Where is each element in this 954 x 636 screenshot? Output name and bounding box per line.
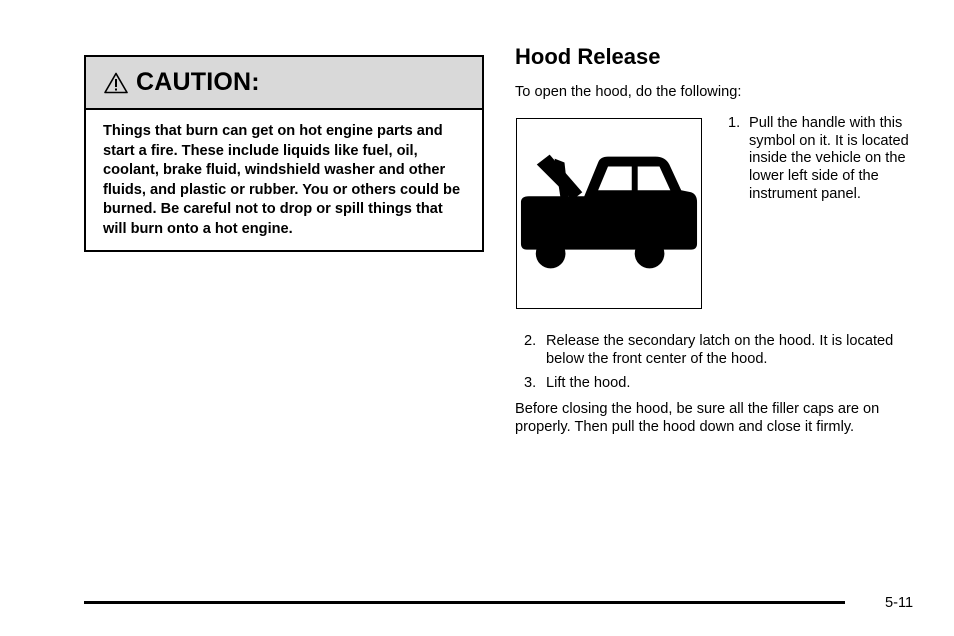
closing-paragraph: Before closing the hood, be sure all the filler caps are on properly. Then pull the hood down and close it firmly. bbox=[515, 401, 880, 435]
caution-box bbox=[84, 55, 484, 252]
caution-title: CAUTION: bbox=[136, 68, 260, 96]
hood-open-car-icon bbox=[517, 119, 701, 308]
hood-release-figure bbox=[516, 118, 702, 309]
footer-rule bbox=[84, 601, 845, 604]
step-text: Lift the hood. bbox=[546, 375, 631, 391]
caution-header bbox=[86, 57, 482, 110]
step-1 bbox=[728, 115, 918, 204]
warning-triangle-icon bbox=[104, 72, 128, 94]
page-number: 5-11 bbox=[885, 595, 914, 611]
step-text: Pull the handle with this symbol on it. It is located inside the vehicle on the lower left side of the instrument panel. bbox=[749, 115, 909, 202]
step-number: 1. bbox=[728, 115, 741, 131]
step-text: Release the secondary latch on the hood. It is located below the front center of the hood. bbox=[546, 333, 894, 367]
caution-text: Things that burn can get on hot engine parts and start a fire. These include liquids like fuel, oil, coolant, brake fluid, windshield washer and other fluids, and plastic or rubber. You or others could be burned. Be careful not to drop or spill things that will burn onto a hot engine. bbox=[103, 123, 461, 237]
section-title: Hood Release bbox=[515, 44, 661, 69]
step-3 bbox=[524, 375, 904, 393]
intro-text: To open the hood, do the following: bbox=[515, 84, 742, 100]
step-2 bbox=[524, 333, 904, 368]
step-number: 2. bbox=[524, 333, 537, 349]
step-number: 3. bbox=[524, 375, 537, 391]
